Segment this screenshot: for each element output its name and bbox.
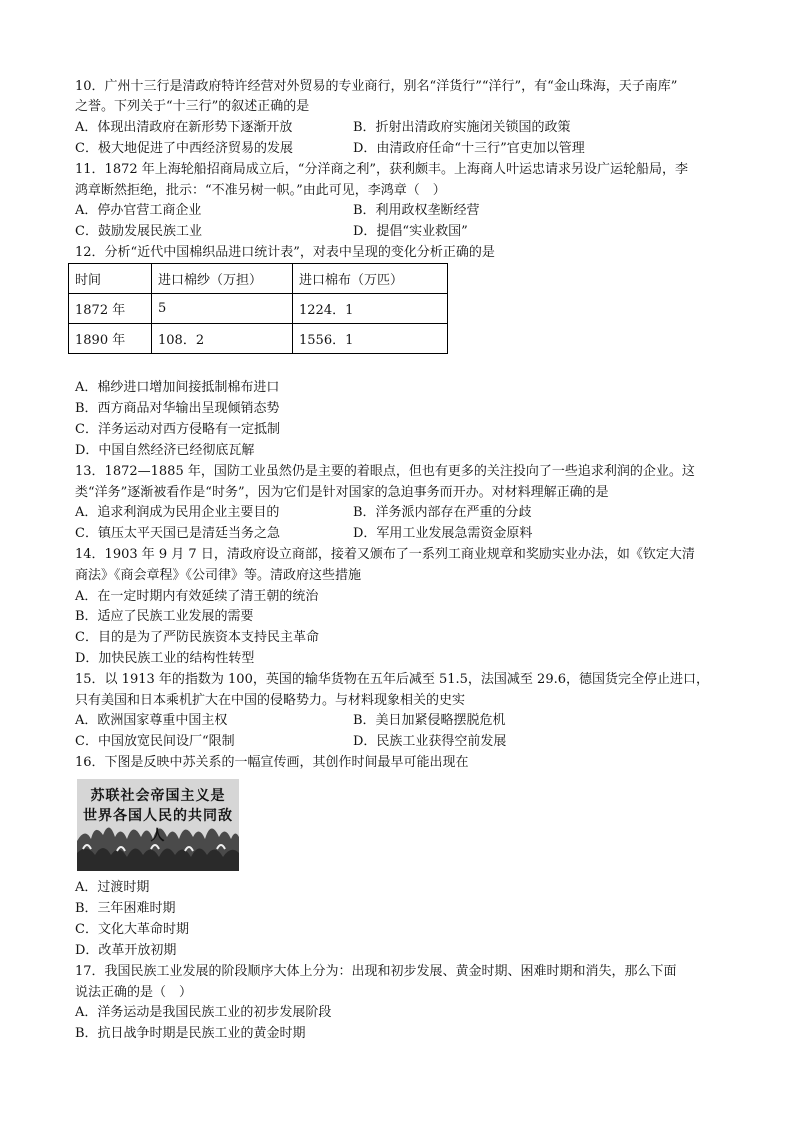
- table-cell: 1224．1: [293, 294, 448, 324]
- q12-option-c: C．洋务运动对西方侵略有一定抵制: [75, 422, 280, 437]
- q14-stem-line1: 14．1903 年 9 月 7 日，清政府设立商部，接着又颁布了一系列工商业规章和奖励实业办法，如《钦定大清: [75, 547, 695, 562]
- q15-option-a: A．欧洲国家尊重中国主权: [75, 713, 228, 728]
- poster-slogan-line1: 苏联社会帝国主义是: [90, 788, 226, 804]
- q15-stem-line1: 15．以 1913 年的指数为 100，英国的输华货物在五年后减至 51.5，法国减至 29.6，德国货完全停止进口，: [75, 672, 709, 687]
- q10-stem-line2: 之誉。下列关于“十三行”的叙述正确的是: [75, 99, 310, 114]
- table-header-row: [69, 264, 448, 294]
- q13-option-b: B．洋务派内部存在严重的分歧: [353, 505, 532, 520]
- table-cell: 5: [152, 294, 293, 324]
- q12-option-a: A．棉纱进口增加间接抵制棉布进口: [75, 380, 280, 395]
- propaganda-poster-image: [77, 779, 239, 871]
- q15-stem-line2: 只有美国和日本乘机扩大在中国的侵略势力。与材料现象相关的史实: [75, 693, 466, 708]
- import-statistics-table: [68, 263, 448, 354]
- table-header-cell: 时间: [69, 264, 152, 294]
- q11-option-c: C．鼓励发展民族工业: [75, 224, 202, 239]
- q14-option-c: C．目的是为了严防民族资本支持民主革命: [75, 630, 319, 645]
- q14-option-b: B．适应了民族工业发展的需要: [75, 609, 254, 624]
- q10-option-b: B．折射出清政府实施闭关锁国的政策: [353, 120, 571, 135]
- q17-stem-line1: 17．我国民族工业发展的阶段顺序大体上分为：出现和初步发展、黄金时期、困难时期和消失，那么下面: [75, 964, 677, 979]
- q16-option-b: B．三年困难时期: [75, 901, 176, 916]
- q17-stem-line2: 说法正确的是（ ）: [75, 985, 193, 1000]
- q16-option-c: C．文化大革命时期: [75, 922, 189, 937]
- q11-option-b: B．利用政权垄断经营: [353, 203, 480, 218]
- q13-option-c: C．镇压太平天国已是清廷当务之急: [75, 526, 280, 541]
- q16-option-d: D．改革开放初期: [75, 943, 177, 958]
- q10-stem-line1: 10．广州十三行是清政府特许经营对外贸易的专业商行，别名“洋货行”“洋行”，有“金山珠海，天子南库”: [75, 79, 678, 94]
- q10-option-d: D．由清政府任命“十三行”官吏加以管理: [353, 141, 585, 156]
- q15-option-d: D．民族工业获得空前发展: [353, 734, 507, 749]
- q13-stem-line2: 类“洋务”逐渐被看作是“时务”，因为它们是针对国家的急迫事务而开办。对材料理解正确的是: [75, 485, 609, 500]
- q14-option-a: A．在一定时期内有效延续了清王朝的统治: [75, 589, 319, 604]
- q15-option-c: C．中国放宽民间设厂“限制: [75, 734, 235, 749]
- poster-slogan-line2: 世界各国人民的共同敌人: [83, 808, 233, 844]
- table-cell: 1890 年: [69, 324, 152, 354]
- table-cell: 108．2: [152, 324, 293, 354]
- q11-stem-line1: 11．1872 年上海轮船招商局成立后，“分洋商之利”，获利颇丰。上海商人叶运忠请求另设广运轮船局，李: [75, 162, 689, 177]
- table-header-cell: 进口棉纱（万担）: [152, 264, 293, 294]
- q10-option-a: A．体现出清政府在新形势下逐渐开放: [75, 120, 293, 135]
- q10-option-c: C．极大地促进了中西经济贸易的发展: [75, 141, 293, 156]
- q16-stem-line1: 16．下图是反映中苏关系的一幅宣传画，其创作时间最早可能出现在: [75, 755, 469, 770]
- q12-option-d: D．中国自然经济已经彻底瓦解: [75, 443, 255, 458]
- table-row: [69, 324, 448, 354]
- q13-stem-line1: 13．1872—1885 年，国防工业虽然仍是主要的着眼点，但也有更多的关注投向了一些追求利润的企业。这: [75, 464, 695, 479]
- q15-option-b: B．美日加紧侵略摆脱危机: [353, 713, 506, 728]
- q17-option-a: A．洋务运动是我国民族工业的初步发展阶段: [75, 1005, 332, 1020]
- q11-option-d: D．提倡“实业救国”: [353, 224, 468, 239]
- q13-option-a: A．追求利润成为民用企业主要目的: [75, 505, 280, 520]
- q11-stem-line2: 鸿章断然拒绝，批示：“不准另树一帜。”由此可见，李鸿章（ ）: [75, 183, 446, 198]
- table-cell: 1556．1: [293, 324, 448, 354]
- q14-option-d: D．加快民族工业的结构性转型: [75, 651, 255, 666]
- q13-option-d: D．军用工业发展急需资金原料: [353, 526, 533, 541]
- table-header-cell: 进口棉布（万匹）: [293, 264, 448, 294]
- q12-stem-line1: 12．分析“近代中国棉织品进口统计表”，对表中呈现的变化分析正确的是: [75, 245, 495, 260]
- q17-option-b: B．抗日战争时期是民族工业的黄金时期: [75, 1026, 306, 1041]
- table-cell: 1872 年: [69, 294, 152, 324]
- table-row: [69, 294, 448, 324]
- q11-option-a: A．停办官营工商企业: [75, 203, 202, 218]
- q16-option-a: A．过渡时期: [75, 880, 150, 895]
- q12-option-b: B．西方商品对华输出呈现倾销态势: [75, 401, 280, 416]
- q14-stem-line2: 商法》《商会章程》《公司律》等。清政府这些措施: [75, 568, 362, 583]
